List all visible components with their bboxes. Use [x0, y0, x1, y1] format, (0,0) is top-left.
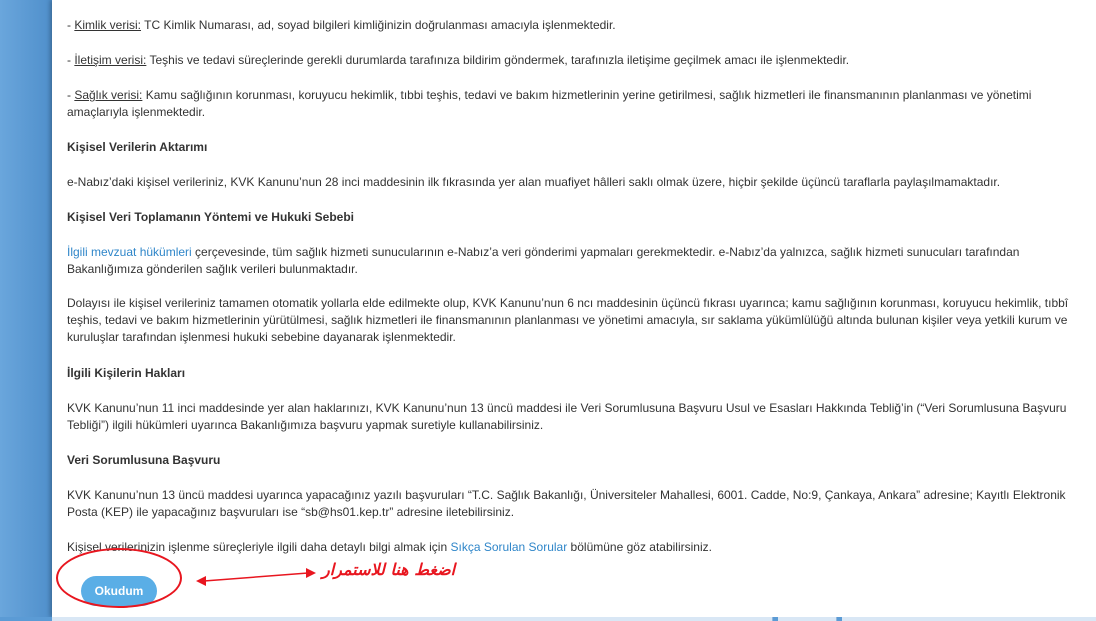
background-left-strip: [0, 0, 52, 621]
kimlik-label: Kimlik verisi:: [74, 18, 142, 32]
saglik-paragraph: - Sağlık verisi: Kamu sağlığının korunması, koruyucu hekimlik, tıbbi teşhis, tedavi ve bakım hizmetlerinin yerine getirilmesi, sağlık hizmetleri ile finansmanının planlanması ve yönetimi amaçlarıyla işlenmektedir.: [67, 88, 1032, 119]
haklar-heading: İlgili Kişilerin Hakları: [67, 366, 186, 380]
iletisim-label: İletişim verisi:: [74, 53, 147, 67]
saglik-label: Sağlık verisi:: [74, 88, 143, 102]
iletisim-paragraph: - İletişim verisi: Teşhis ve tedavi süreçlerinde gerekli durumlarda tarafınıza bildirim göndermek, tarafınızla iletişime geçilmek amacı ile işlenmektedir.: [67, 53, 850, 67]
iletisim-text: Teşhis ve tedavi süreçlerinde gerekli durumlarda tarafınıza bildirim göndermek, tarafınızla iletişime geçilmek amacı ile işlenmektedir.: [146, 53, 850, 67]
sss-link[interactable]: Sıkça Sorulan Sorular: [450, 540, 568, 554]
kvkk-info-panel: [52, 0, 1096, 617]
yontem-paragraph-1: [67, 244, 1087, 278]
saglik-text: Kamu sağlığının korunması, koruyucu hekimlik, tıbbi teşhis, tedavi ve bakım hizmetlerinin yerine getirilmesi, sağlık hizmetleri ile finansmanının planlanması ve yönetimi amaçlarıyla işlenmektedir.: [67, 88, 1032, 119]
aktarim-text: e-Nabız’daki kişisel verileriniz, KVK Kanunu’nun 28 inci maddesinin ilk fıkrasında yer alan muafiyet hâlleri saklı olmak üzere, hiçbir şekilde üçüncü taraflarla paylaşılmamaktadır.: [67, 175, 1001, 189]
aktarim-heading: Kişisel Verilerin Aktarımı: [67, 140, 208, 154]
detay-text-2: bölümüne göz atabilirsiniz.: [567, 540, 712, 554]
bottom-segment: [778, 617, 837, 621]
annotation-circle: [56, 548, 182, 608]
detay-text-1: Kişisel verilerinizin işlenme süreçleriyle ilgili daha detaylı bilgi almak için: [67, 540, 451, 554]
detay-paragraph: [67, 539, 1087, 556]
yontem-heading: Kişisel Veri Toplamanın Yöntemi ve Hukuki Sebebi: [67, 210, 354, 224]
haklar-text: KVK Kanunu’nun 11 inci maddesinde yer alan haklarınızı, KVK Kanunu’nun 13 üncü maddesi ile Veri Sorumlusuna Başvuru Usul ve Esasları Hakkında Tebliğ’in (“Veri Sorumlusuna Başvuru Tebliği”) ilgili hükümleri uyarınca Bakanlığımıza başvuru yapmak suretiyle kullanabilirsiniz.: [67, 401, 1067, 432]
basvuru-text: KVK Kanunu’nun 13 üncü maddesi uyarınca yapacağınız yazılı başvuruları “T.C. Sağlık Bakanlığı, Üniversiteler Mahallesi, 6001. Cadde, No:9, Çankaya, Ankara” adresine; Kayıtlı Elektronik Posta (KEP) ile yapacağınız başvuruları ise “sb@hs01.kep.tr” adresine iletebilirsiniz.: [67, 488, 1066, 519]
bottom-taskbar-strip: [0, 617, 1096, 621]
mevzuat-link[interactable]: İlgili mevzuat hükümleri: [67, 245, 192, 259]
bottom-segment: [52, 617, 773, 621]
yontem-text-1: çerçevesinde, tüm sağlık hizmeti sunucularının e-Nabız’a veri gönderimi yapmaları gerekmektedir. e-Nabız’da yalnızca, sağlık hizmeti sunucuları tarafından Bakanlığımıza gönderilen sağlık verileri bulunmaktadır.: [67, 245, 1020, 276]
annotation-text: اضغط هنا للاستمرار: [322, 560, 456, 579]
okudum-button[interactable]: Okudum: [81, 576, 157, 606]
basvuru-heading: Veri Sorumlusuna Başvuru: [67, 453, 221, 467]
annotation-arrow-icon: [194, 567, 318, 587]
kimlik-paragraph: - Kimlik verisi: TC Kimlik Numarası, ad, soyad bilgileri kimliğinizin doğrulanması amacıyla işlenmektedir.: [67, 18, 616, 32]
kimlik-text: TC Kimlik Numarası, ad, soyad bilgileri kimliğinizin doğrulanması amacıyla işlenmektedir.: [141, 18, 616, 32]
yontem-text-2: Dolayısı ile kişisel verileriniz tamamen otomatik yollarla elde edilmekte olup, KVK Kanunu’nun 6 ncı maddesinin üçüncü fıkrası uyarınca; kamu sağlığının korunması, koruyucu hekimlik, tıbbî teşhis, tedavi ve bakım hizmetlerinin yürütülmesi, sağlık hizmetleri ile finansmanının planlanması ve yönetimi amacıyla, sır saklama yükümlülüğü altında bulunan kişiler veya yetkili kurum ve kuruluşlar tarafından işlenmesi hukuki sebebine dayanarak işlenmektedir.: [67, 296, 1069, 344]
bottom-segment: [842, 617, 1096, 621]
